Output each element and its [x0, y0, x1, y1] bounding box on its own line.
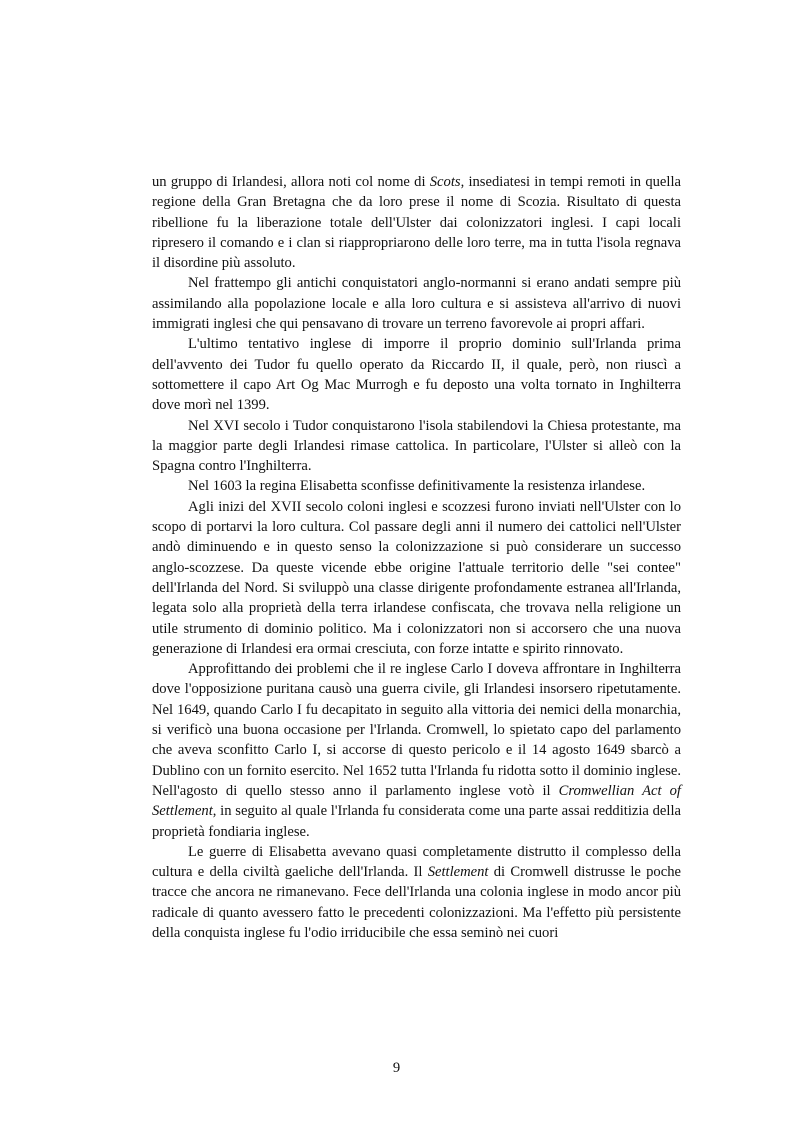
text-run: di Cromwell distrusse le poche tracce che ancora ne rimanevano. Fece dell'Irlanda una colonia inglese in modo ancor più radicale di quanto avessero fatto le precedenti colonizzazioni. Ma l'effetto più persistente della conquista inglese fu l'odio irriducibile che essa seminò nei cuori: [152, 864, 681, 941]
text-run: L'ultimo tentativo inglese di imporre il proprio dominio sull'Irlanda prima dell'avvento dei Tudor fu quello operato da Riccardo II, il quale, però, non riuscì a sottomettere il capo Art Og Mac Murrogh e fu deposto una volta tornato in Inghilterra dove morì nel 1399.: [152, 336, 681, 414]
text-run: un gruppo di Irlandesi, allora noti col nome di: [152, 174, 430, 190]
paragraph: [152, 334, 681, 415]
paragraph: [152, 842, 681, 943]
italic-term: Settlement: [427, 864, 489, 881]
text-run: Le guerre di Elisabetta avevano quasi completamente distrutto il complesso della cultura e della civiltà gaeliche dell'Irlanda. Il: [152, 843, 681, 881]
text-run: Nel XVI secolo i Tudor conquistarono l'isola stabilendovi la Chiesa protestante, ma la maggior parte degli Irlandesi rimase cattolica. In particolare, l'Ulster si alleò con la Spagna contro l'Inghilterra.: [152, 417, 681, 475]
paragraph: [152, 273, 681, 334]
text-run: Nel 1603 la regina Elisabetta sconfisse definitivamente la resistenza irlandese.: [188, 478, 646, 495]
paragraph: [152, 497, 681, 659]
page-number: 9: [392, 1060, 401, 1076]
paragraph: [152, 172, 681, 273]
text-run: Agli inizi del XVII secolo coloni inglesi e scozzesi furono inviati nell'Ulster con lo scopo di portarvi la loro cultura. Col passare degli anni il numero dei cattolici nell'Ulster andò diminuendo e in questo senso la colonizzazione si può considerare un successo anglo-scozzese. Da queste vicende ebbe origine l'attuale territorio delle "sei contee" dell'Irlanda del Nord. Si sviluppò una classe dirigente profondamente estranea all'Irlanda, legata solo alla proprietà della terra irlandese confiscata, che trovava nella religione un utile strumento di dominio politico. Ma i colonizzatori non si accorsero che una nuova generazione di Irlandesi era ormai cresciuta, con forze intatte e spirito rinnovato.: [152, 498, 681, 657]
paragraph: [152, 416, 681, 477]
paragraph: [152, 476, 681, 496]
text-run: Approfittando dei problemi che il re inglese Carlo I doveva affrontare in Inghilterra dove l'opposizione puritana causò una guerra civile, gli Irlandesi insorsero ripetutamente. Nel 1649, quando Carlo I fu decapitato in seguito alla vittoria dei nemici della monarchia, si verificò una buona occasione per l'Irlanda. Cromwell, lo spietato capo del parlamento che aveva sconfitto Carlo I, si accorse di questo pericolo e il 14 agosto 1649 sbarcò a Dublino con un fornito esercito. Nel 1652 tutta l'Irlanda fu ridotta sotto il dominio inglese. Nell'agosto di quello stesso anno il parlamento inglese votò il: [152, 661, 681, 799]
italic-term: Scots: [429, 174, 461, 190]
paragraph: [152, 659, 681, 842]
italic-term: Cromwellian Act of Settlement: [152, 782, 681, 820]
text-run: , in seguito al quale l'Irlanda fu considerata come una parte assai redditizia della proprietà fondiaria inglese.: [152, 803, 681, 840]
text-run: Nel frattempo gli antichi conquistatori anglo-normanni si erano andati sempre più assimilando alla popolazione locale e alla loro cultura e si assisteva all'arrivo di nuovi immigrati inglesi che qui pensavano di trovare un terreno favorevole ai propri affari.: [152, 275, 681, 333]
text-run: , insediatesi in tempi remoti in quella regione della Gran Bretagna che da loro prese il nome di Scozia. Risultato di questa ribellione fu la liberazione totale dell'Ulster dai colonizzatori inglesi. I capi locali ripresero il comando e i clan si riappropriarono delle loro terre, ma in tutta l'isola regnava il disordine più assoluto.: [152, 174, 681, 272]
document-body: [152, 172, 681, 943]
